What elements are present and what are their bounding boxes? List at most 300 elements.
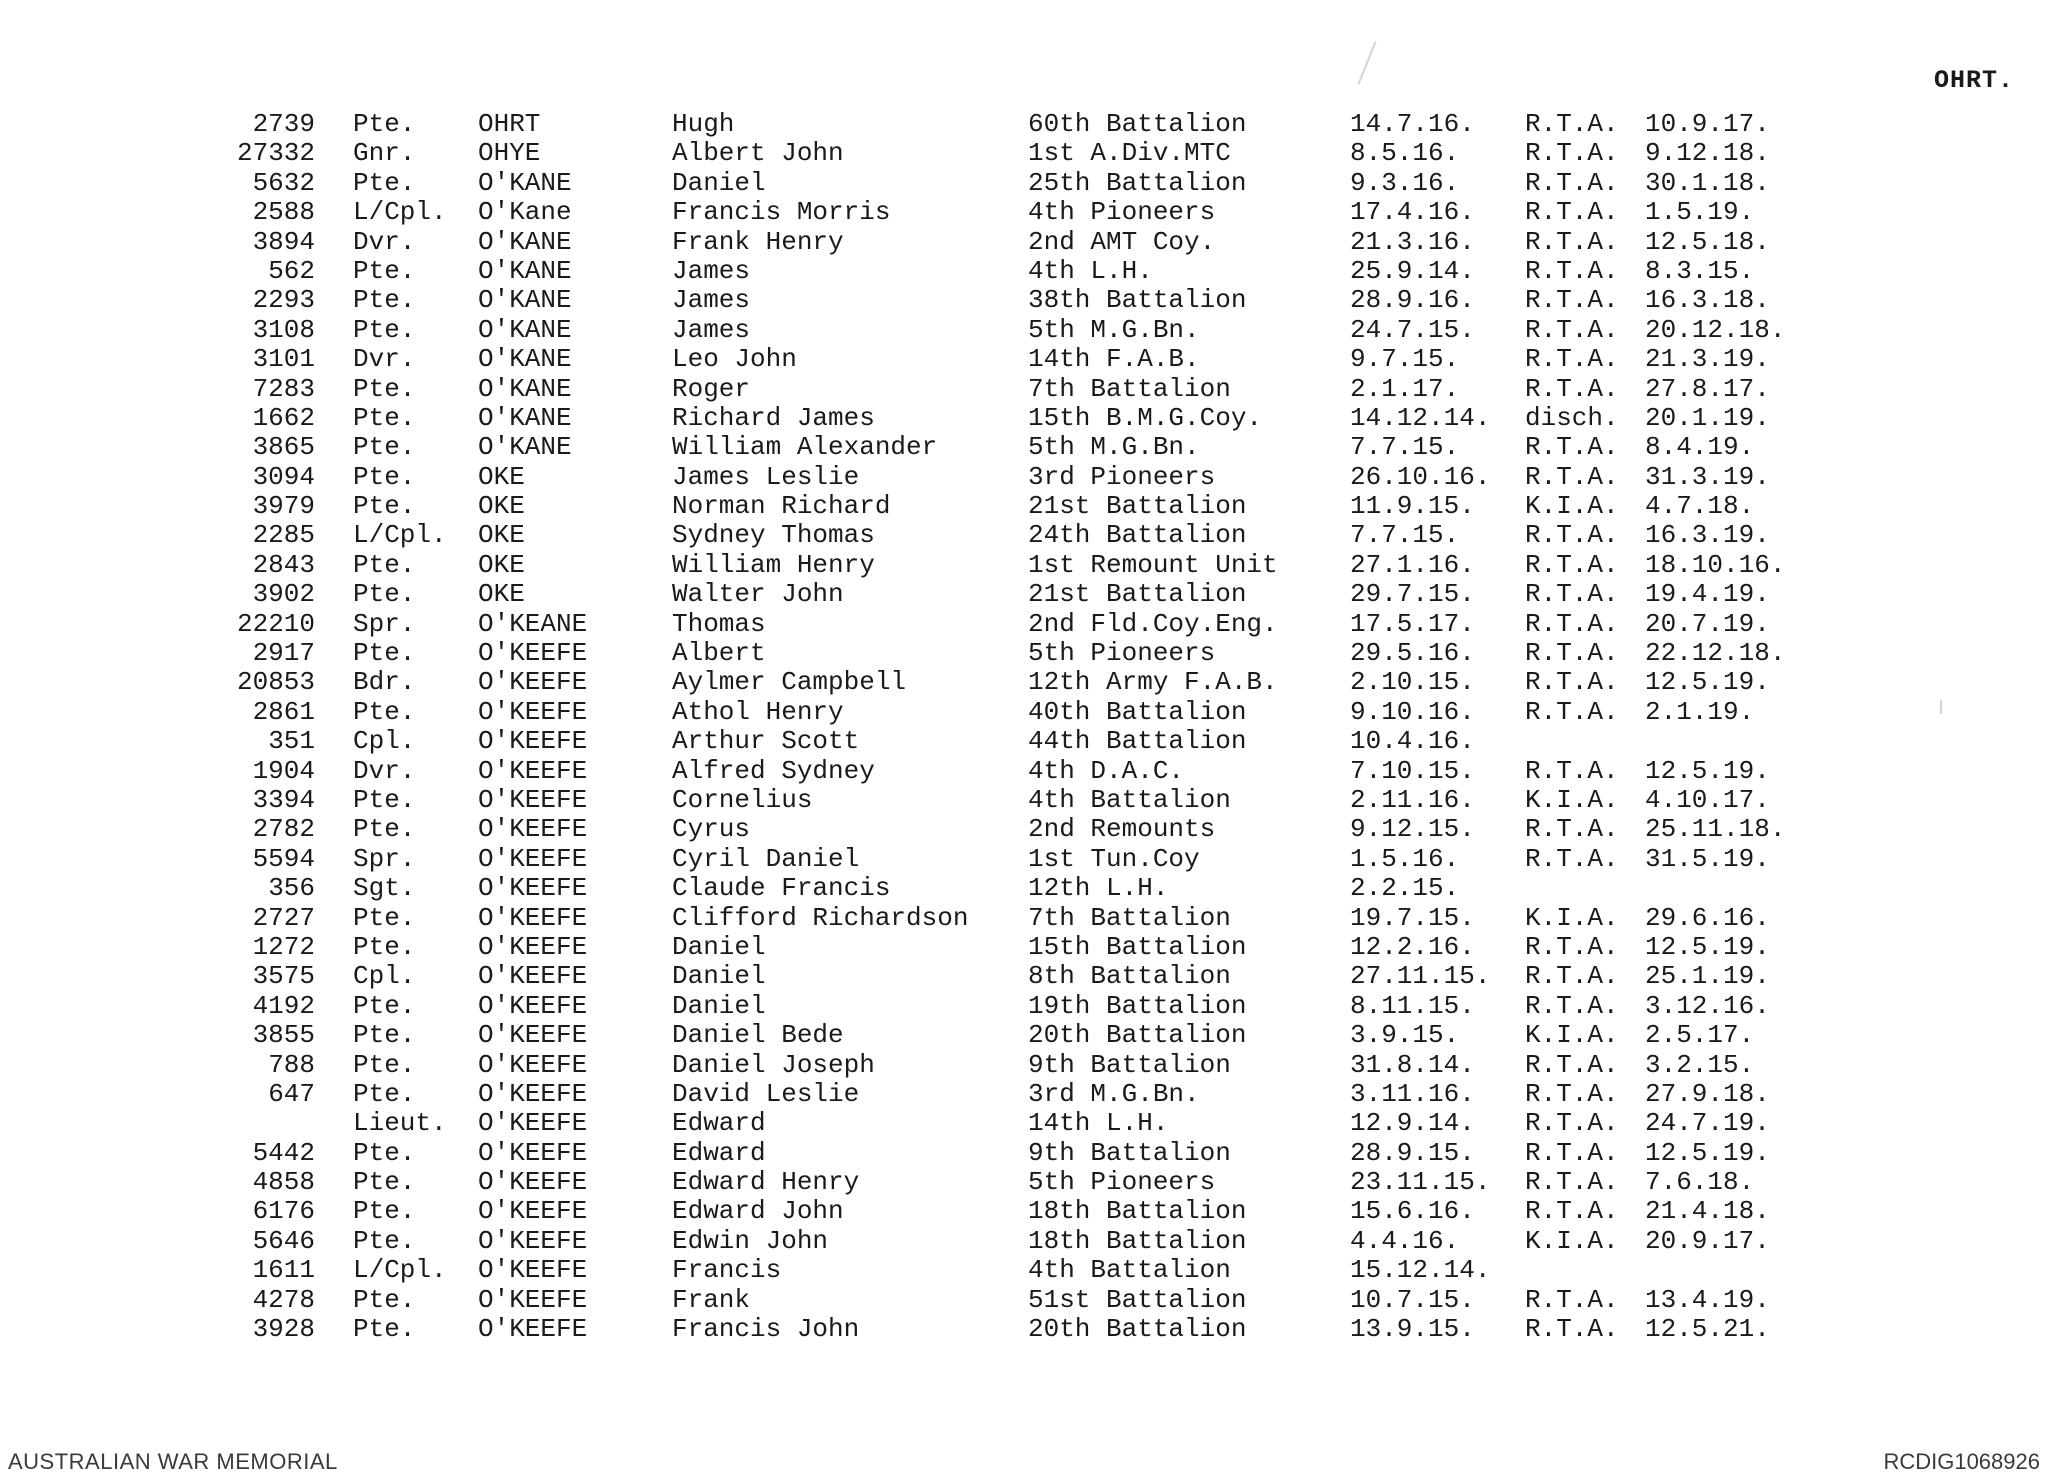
- service-number: 2293: [252, 285, 315, 316]
- given-names: Hugh: [672, 109, 735, 139]
- unit: 20th Battalion: [1028, 1314, 1247, 1345]
- table-row: [0, 698, 2048, 727]
- enlistment-date: 8.5.16.: [1350, 138, 1460, 169]
- table-row: [0, 286, 2048, 315]
- fate-date: 30.1.18.: [1645, 167, 1770, 198]
- rank: Gnr.: [353, 138, 416, 169]
- enlistment-date: 2.1.17.: [1350, 373, 1460, 404]
- fate-date: 25.1.19.: [1645, 961, 1770, 992]
- unit: 1st Tun.Coy: [1028, 843, 1200, 874]
- given-names: Thomas: [672, 608, 766, 639]
- table-row: [0, 992, 2048, 1021]
- enlistment-date: 11.9.15.: [1350, 491, 1475, 522]
- enlistment-date: 10.7.15.: [1350, 1284, 1475, 1315]
- fate: R.T.A.: [1525, 1049, 1619, 1080]
- fate-date: 3.12.16.: [1645, 990, 1770, 1021]
- given-names: Cyril Daniel: [672, 843, 860, 874]
- table-row: [0, 139, 2048, 168]
- surname: OHRT: [478, 109, 541, 139]
- rank: Pte.: [353, 1078, 416, 1109]
- rank: Pte.: [353, 579, 416, 610]
- fate-date: 12.5.19.: [1645, 667, 1770, 698]
- given-names: Francis Morris: [672, 197, 891, 228]
- given-names: James: [672, 314, 751, 345]
- unit: 4th Battalion: [1028, 1255, 1231, 1286]
- unit: 14th F.A.B.: [1028, 344, 1200, 375]
- fate: R.T.A.: [1525, 931, 1619, 962]
- surname: O'KEEFE: [478, 843, 588, 874]
- given-names: William Alexander: [672, 432, 938, 463]
- surname: O'KEEFE: [478, 1314, 588, 1345]
- surname: O'KEEFE: [478, 873, 588, 904]
- service-number: 3855: [252, 1020, 315, 1051]
- table-row: [0, 169, 2048, 198]
- fate: R.T.A.: [1525, 1167, 1619, 1198]
- fate-date: 21.3.19.: [1645, 344, 1770, 375]
- fate-date: 1.5.19.: [1645, 197, 1755, 228]
- fate-date: 12.5.21.: [1645, 1314, 1770, 1345]
- table-row: [0, 551, 2048, 580]
- service-number: 3094: [252, 461, 315, 492]
- table-row: [0, 1256, 2048, 1285]
- enlistment-date: 19.7.15.: [1350, 902, 1475, 933]
- table-row: [0, 786, 2048, 815]
- table-row: [0, 639, 2048, 668]
- service-number: 5646: [252, 1225, 315, 1256]
- fate: R.T.A.: [1525, 1137, 1619, 1168]
- fate-date: 12.5.19.: [1645, 1137, 1770, 1168]
- fate: R.T.A.: [1525, 344, 1619, 375]
- given-names: Albert John: [672, 138, 844, 169]
- rank: Pte.: [353, 461, 416, 492]
- surname: O'KEEFE: [478, 814, 588, 845]
- unit: 38th Battalion: [1028, 285, 1247, 316]
- rank: Pte.: [353, 638, 416, 669]
- page-reference: OHRT.: [1933, 66, 2014, 95]
- nominal-roll-table: [0, 110, 2048, 1344]
- fate: R.T.A.: [1525, 1196, 1619, 1227]
- surname: OKE: [478, 579, 525, 610]
- given-names: Albert: [672, 638, 766, 669]
- rank: Dvr.: [353, 755, 416, 786]
- surname: OKE: [478, 520, 525, 551]
- surname: O'KEEFE: [478, 1284, 588, 1315]
- rank: Pte.: [353, 1049, 416, 1080]
- table-row: [0, 1139, 2048, 1168]
- service-number: 1272: [252, 931, 315, 962]
- unit: 51st Battalion: [1028, 1284, 1247, 1315]
- given-names: Cyrus: [672, 814, 751, 845]
- given-names: Roger: [672, 373, 751, 404]
- service-number: 22210: [236, 608, 315, 639]
- unit: 21st Battalion: [1028, 491, 1247, 522]
- unit: 21st Battalion: [1028, 579, 1247, 610]
- service-number: 351: [268, 726, 315, 757]
- rank: Pte.: [353, 491, 416, 522]
- surname: O'KEEFE: [478, 1049, 588, 1080]
- surname: O'KEEFE: [478, 726, 588, 757]
- enlistment-date: 9.12.15.: [1350, 814, 1475, 845]
- fate: R.T.A.: [1525, 109, 1619, 139]
- table-row: [0, 404, 2048, 433]
- table-row: [0, 375, 2048, 404]
- unit: 2nd AMT Coy.: [1028, 226, 1216, 257]
- given-names: Edward John: [672, 1196, 844, 1227]
- rank: Pte.: [353, 814, 416, 845]
- given-names: Frank: [672, 1284, 751, 1315]
- unit: 18th Battalion: [1028, 1196, 1247, 1227]
- fate-date: 24.7.19.: [1645, 1108, 1770, 1139]
- surname: O'KEEFE: [478, 931, 588, 962]
- fate-date: 3.2.15.: [1645, 1049, 1755, 1080]
- unit: 20th Battalion: [1028, 1020, 1247, 1051]
- unit: 25th Battalion: [1028, 167, 1247, 198]
- surname: OKE: [478, 461, 525, 492]
- fate-date: 20.7.19.: [1645, 608, 1770, 639]
- fate: K.I.A.: [1525, 491, 1619, 522]
- unit: 3rd Pioneers: [1028, 461, 1216, 492]
- enlistment-date: 26.10.16.: [1350, 461, 1491, 492]
- service-number: 3101: [252, 344, 315, 375]
- surname: OKE: [478, 549, 525, 580]
- surname: O'KEEFE: [478, 1255, 588, 1286]
- table-row: [0, 316, 2048, 345]
- service-number: 5594: [252, 843, 315, 874]
- rank: Pte.: [353, 373, 416, 404]
- surname: OKE: [478, 491, 525, 522]
- rank: Sgt.: [353, 873, 416, 904]
- enlistment-date: 8.11.15.: [1350, 990, 1475, 1021]
- enlistment-date: 13.9.15.: [1350, 1314, 1475, 1345]
- surname: O'KEEFE: [478, 1167, 588, 1198]
- given-names: Arthur Scott: [672, 726, 860, 757]
- unit: 5th M.G.Bn.: [1028, 314, 1200, 345]
- fate-date: 9.12.18.: [1645, 138, 1770, 169]
- table-row: [0, 727, 2048, 756]
- table-row: [0, 610, 2048, 639]
- enlistment-date: 25.9.14.: [1350, 255, 1475, 286]
- given-names: Aylmer Campbell: [672, 667, 907, 698]
- table-row: [0, 1080, 2048, 1109]
- service-number: 2588: [252, 197, 315, 228]
- unit: 18th Battalion: [1028, 1225, 1247, 1256]
- unit: 2nd Fld.Coy.Eng.: [1028, 608, 1278, 639]
- enlistment-date: 27.1.16.: [1350, 549, 1475, 580]
- fate-date: 29.6.16.: [1645, 902, 1770, 933]
- surname: O'KANE: [478, 373, 572, 404]
- service-number: 4858: [252, 1167, 315, 1198]
- surname: OHYE: [478, 138, 541, 169]
- fate: R.T.A.: [1525, 373, 1619, 404]
- surname: O'KEEFE: [478, 990, 588, 1021]
- table-row: [0, 757, 2048, 786]
- table-row: [0, 198, 2048, 227]
- fate: R.T.A.: [1525, 1108, 1619, 1139]
- given-names: Richard James: [672, 402, 875, 433]
- unit: 4th Battalion: [1028, 784, 1231, 815]
- table-row: [0, 933, 2048, 962]
- service-number: 5632: [252, 167, 315, 198]
- given-names: Francis: [672, 1255, 782, 1286]
- given-names: Frank Henry: [672, 226, 844, 257]
- service-number: 2843: [252, 549, 315, 580]
- given-names: Edward Henry: [672, 1167, 860, 1198]
- given-names: Edward: [672, 1137, 766, 1168]
- given-names: James: [672, 255, 751, 286]
- rank: Pte.: [353, 1314, 416, 1345]
- table-row: [0, 1109, 2048, 1138]
- rank: Pte.: [353, 402, 416, 433]
- surname: O'KEEFE: [478, 961, 588, 992]
- table-row: [0, 845, 2048, 874]
- enlistment-date: 14.7.16.: [1350, 109, 1475, 139]
- fate-date: 8.3.15.: [1645, 255, 1755, 286]
- enlistment-date: 2.10.15.: [1350, 667, 1475, 698]
- surname: O'KEEFE: [478, 1137, 588, 1168]
- service-number: 3865: [252, 432, 315, 463]
- enlistment-date: 28.9.16.: [1350, 285, 1475, 316]
- fate: R.T.A.: [1525, 961, 1619, 992]
- given-names: Francis John: [672, 1314, 860, 1345]
- service-number: 4192: [252, 990, 315, 1021]
- fate-date: 2.5.17.: [1645, 1020, 1755, 1051]
- table-row: [0, 433, 2048, 462]
- enlistment-date: 17.4.16.: [1350, 197, 1475, 228]
- surname: O'KEEFE: [478, 667, 588, 698]
- fate-date: 20.1.19.: [1645, 402, 1770, 433]
- service-number: 3902: [252, 579, 315, 610]
- service-number: 3894: [252, 226, 315, 257]
- fate: R.T.A.: [1525, 226, 1619, 257]
- unit: 44th Battalion: [1028, 726, 1247, 757]
- fate-date: 21.4.18.: [1645, 1196, 1770, 1227]
- fate: R.T.A.: [1525, 1284, 1619, 1315]
- unit: 40th Battalion: [1028, 696, 1247, 727]
- fate-date: 27.8.17.: [1645, 373, 1770, 404]
- given-names: Edward: [672, 1108, 766, 1139]
- fate: K.I.A.: [1525, 1225, 1619, 1256]
- rank: Pte.: [353, 784, 416, 815]
- unit: 5th Pioneers: [1028, 638, 1216, 669]
- enlistment-date: 15.12.14.: [1350, 1255, 1491, 1286]
- fate: R.T.A.: [1525, 432, 1619, 463]
- rank: Pte.: [353, 696, 416, 727]
- unit: 14th L.H.: [1028, 1108, 1169, 1139]
- fate-date: 12.5.19.: [1645, 755, 1770, 786]
- fate-date: 31.3.19.: [1645, 461, 1770, 492]
- table-row: [0, 962, 2048, 991]
- given-names: David Leslie: [672, 1078, 860, 1109]
- enlistment-date: 3.11.16.: [1350, 1078, 1475, 1109]
- table-row: [0, 228, 2048, 257]
- fate-date: 12.5.18.: [1645, 226, 1770, 257]
- unit: 2nd Remounts: [1028, 814, 1216, 845]
- given-names: Daniel: [672, 990, 766, 1021]
- table-row: [0, 1315, 2048, 1344]
- service-number: 1662: [252, 402, 315, 433]
- unit: 12th Army F.A.B.: [1028, 667, 1278, 698]
- enlistment-date: 7.10.15.: [1350, 755, 1475, 786]
- surname: O'KEEFE: [478, 755, 588, 786]
- rank: Pte.: [353, 931, 416, 962]
- rank: Pte.: [353, 902, 416, 933]
- fate: R.T.A.: [1525, 549, 1619, 580]
- given-names: Walter John: [672, 579, 844, 610]
- rank: Pte.: [353, 1225, 416, 1256]
- rank: Pte.: [353, 432, 416, 463]
- fate: R.T.A.: [1525, 461, 1619, 492]
- fate-date: 20.12.18.: [1645, 314, 1786, 345]
- rank: Pte.: [353, 1196, 416, 1227]
- table-row: [0, 1227, 2048, 1256]
- service-number: 3928: [252, 1314, 315, 1345]
- unit: 5th Pioneers: [1028, 1167, 1216, 1198]
- table-row: [0, 580, 2048, 609]
- table-row: [0, 521, 2048, 550]
- fate: R.T.A.: [1525, 843, 1619, 874]
- enlistment-date: 9.3.16.: [1350, 167, 1460, 198]
- given-names: Daniel: [672, 167, 766, 198]
- given-names: Daniel: [672, 961, 766, 992]
- rank: Bdr.: [353, 667, 416, 698]
- enlistment-date: 12.9.14.: [1350, 1108, 1475, 1139]
- surname: O'KEEFE: [478, 1078, 588, 1109]
- table-row: [0, 110, 2048, 139]
- rank: Pte.: [353, 1284, 416, 1315]
- fate-date: 22.12.18.: [1645, 638, 1786, 669]
- fate: R.T.A.: [1525, 1078, 1619, 1109]
- rank: Pte.: [353, 109, 416, 139]
- fate-date: 16.3.18.: [1645, 285, 1770, 316]
- fate: R.T.A.: [1525, 579, 1619, 610]
- unit: 8th Battalion: [1028, 961, 1231, 992]
- surname: O'KEANE: [478, 608, 588, 639]
- fate: R.T.A.: [1525, 255, 1619, 286]
- rank: L/Cpl.: [353, 197, 447, 228]
- fate-date: 20.9.17.: [1645, 1225, 1770, 1256]
- given-names: Norman Richard: [672, 491, 891, 522]
- table-row: [0, 874, 2048, 903]
- surname: O'KANE: [478, 167, 572, 198]
- surname: O'KEEFE: [478, 1225, 588, 1256]
- service-number: 356: [268, 873, 315, 904]
- surname: O'KEEFE: [478, 1108, 588, 1139]
- table-row: [0, 668, 2048, 697]
- table-row: [0, 1168, 2048, 1197]
- unit: 3rd M.G.Bn.: [1028, 1078, 1200, 1109]
- fate: R.T.A.: [1525, 1314, 1619, 1345]
- fate-date: 4.7.18.: [1645, 491, 1755, 522]
- surname: O'KEEFE: [478, 638, 588, 669]
- fate: R.T.A.: [1525, 138, 1619, 169]
- fate-date: 19.4.19.: [1645, 579, 1770, 610]
- enlistment-date: 10.4.16.: [1350, 726, 1475, 757]
- rank: L/Cpl.: [353, 1255, 447, 1286]
- unit: 7th Battalion: [1028, 902, 1231, 933]
- rank: Dvr.: [353, 226, 416, 257]
- enlistment-date: 2.2.15.: [1350, 873, 1460, 904]
- table-row: [0, 1021, 2048, 1050]
- service-number: 2782: [252, 814, 315, 845]
- given-names: Daniel Joseph: [672, 1049, 875, 1080]
- service-number: 1611: [252, 1255, 315, 1286]
- fate: R.T.A.: [1525, 197, 1619, 228]
- enlistment-date: 21.3.16.: [1350, 226, 1475, 257]
- service-number: 562: [268, 255, 315, 286]
- fate: R.T.A.: [1525, 638, 1619, 669]
- service-number: 6176: [252, 1196, 315, 1227]
- fate: R.T.A.: [1525, 285, 1619, 316]
- surname: O'Kane: [478, 197, 572, 228]
- enlistment-date: 2.11.16.: [1350, 784, 1475, 815]
- given-names: Cornelius: [672, 784, 813, 815]
- fate: R.T.A.: [1525, 520, 1619, 551]
- enlistment-date: 1.5.16.: [1350, 843, 1460, 874]
- surname: O'KANE: [478, 285, 572, 316]
- scan-mark: [1357, 41, 1376, 84]
- rank: Pte.: [353, 1137, 416, 1168]
- surname: O'KEEFE: [478, 696, 588, 727]
- table-row: [0, 257, 2048, 286]
- fate: R.T.A.: [1525, 314, 1619, 345]
- fate: K.I.A.: [1525, 1020, 1619, 1051]
- rank: Cpl.: [353, 961, 416, 992]
- fate-date: 31.5.19.: [1645, 843, 1770, 874]
- given-names: Athol Henry: [672, 696, 844, 727]
- unit: 15th Battalion: [1028, 931, 1247, 962]
- service-number: 788: [268, 1049, 315, 1080]
- service-number: 5442: [252, 1137, 315, 1168]
- unit: 4th L.H.: [1028, 255, 1153, 286]
- fate: R.T.A.: [1525, 990, 1619, 1021]
- unit: 1st Remount Unit: [1028, 549, 1278, 580]
- fate-date: 13.4.19.: [1645, 1284, 1770, 1315]
- unit: 24th Battalion: [1028, 520, 1247, 551]
- enlistment-date: 4.4.16.: [1350, 1225, 1460, 1256]
- enlistment-date: 15.6.16.: [1350, 1196, 1475, 1227]
- service-number: 1904: [252, 755, 315, 786]
- unit: 12th L.H.: [1028, 873, 1169, 904]
- unit: 19th Battalion: [1028, 990, 1247, 1021]
- unit: 7th Battalion: [1028, 373, 1231, 404]
- fate-date: 18.10.16.: [1645, 549, 1786, 580]
- service-number: 20853: [236, 667, 315, 698]
- service-number: 3575: [252, 961, 315, 992]
- rank: Pte.: [353, 1020, 416, 1051]
- service-number: 27332: [236, 138, 315, 169]
- rank: Pte.: [353, 990, 416, 1021]
- unit: 15th B.M.G.Coy.: [1028, 402, 1263, 433]
- enlistment-date: 31.8.14.: [1350, 1049, 1475, 1080]
- enlistment-date: 24.7.15.: [1350, 314, 1475, 345]
- table-row: [0, 463, 2048, 492]
- rank: Pte.: [353, 167, 416, 198]
- given-names: James Leslie: [672, 461, 860, 492]
- service-number: 2739: [252, 109, 315, 139]
- fate: R.T.A.: [1525, 608, 1619, 639]
- given-names: Sydney Thomas: [672, 520, 875, 551]
- given-names: Clifford Richardson: [672, 902, 969, 933]
- rank: L/Cpl.: [353, 520, 447, 551]
- enlistment-date: 12.2.16.: [1350, 931, 1475, 962]
- table-row: [0, 345, 2048, 374]
- footer-record-id: RCDIG1068926: [1883, 1449, 2040, 1474]
- enlistment-date: 7.7.15.: [1350, 520, 1460, 551]
- surname: O'KEEFE: [478, 1020, 588, 1051]
- surname: O'KEEFE: [478, 784, 588, 815]
- rank: Cpl.: [353, 726, 416, 757]
- service-number: 647: [268, 1078, 315, 1109]
